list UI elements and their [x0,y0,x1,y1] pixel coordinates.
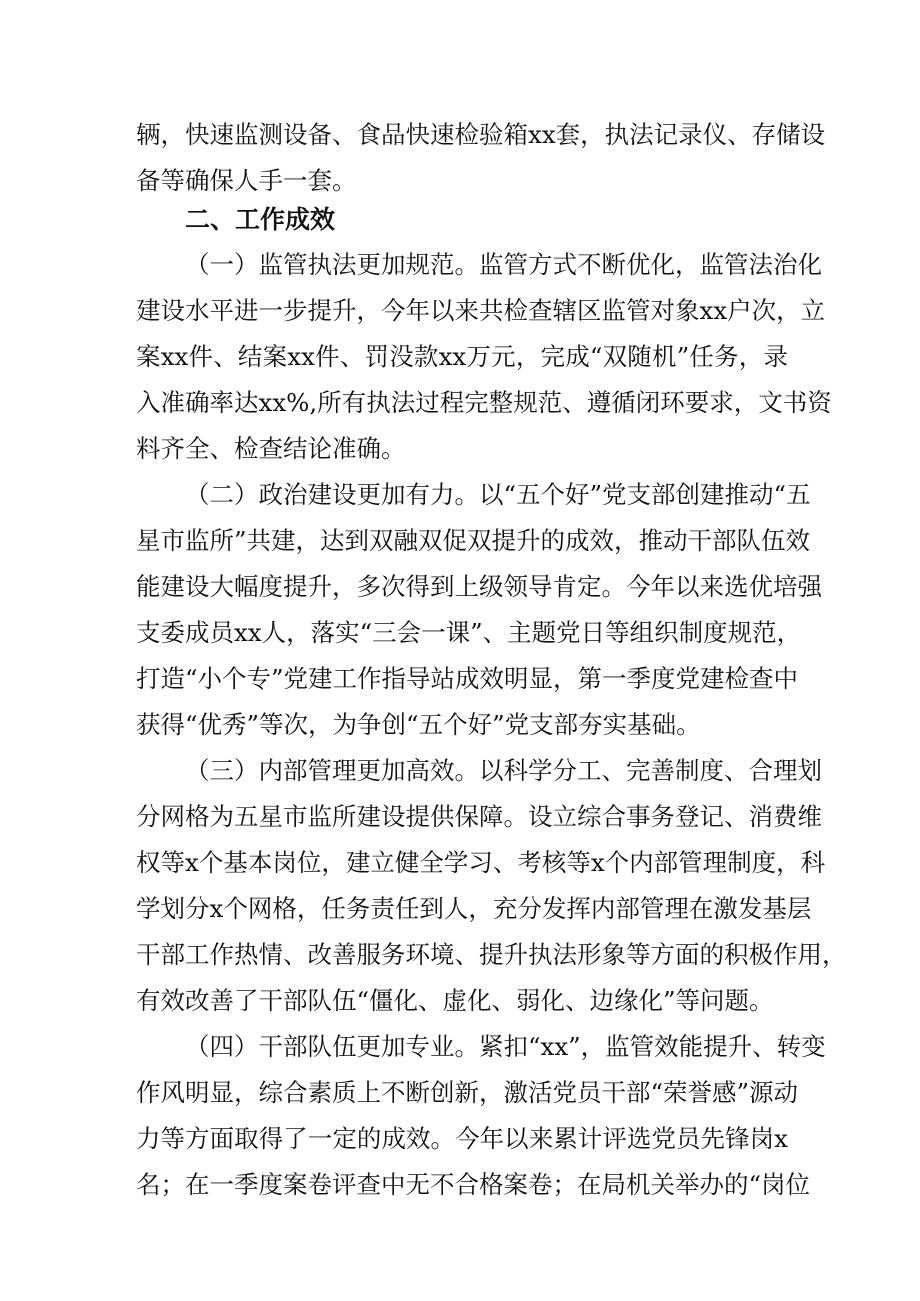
paragraph-2-line-2: 星市监所”共建，达到双融双促双提升的成效，推动干部队伍效 [136,526,811,555]
paragraph-4-line-4: 名；在一季度案卷评查中无不合格案卷；在局机关举办的“岗位 [136,1170,811,1199]
paragraph-1-line-5: 料齐全、检查结论准确。 [136,434,406,463]
paragraph-2-line-4: 支委成员xx人，落实“三会一课”、主题党日等组织制度规范， [136,618,802,647]
paragraph-2-line-5: 打造“小个专”党建工作指导站成效明显，第一季度党建检查中 [136,664,799,693]
paragraph-4-line-1: （四）干部队伍更加专业。紧扣“xx”，监管效能提升、转变 [185,1032,826,1061]
paragraph-3-line-4: 学划分x个网格，任务责任到人，充分发挥内部管理在激发基层 [136,894,812,923]
paragraph-3-line-2: 分网格为五星市监所建设提供保障。设立综合事务登记、消费维 [136,802,822,831]
paragraph-4-line-3: 力等方面取得了一定的成效。今年以来累计评选党员先锋岗x [136,1124,788,1153]
paragraph-1-line-2: 建设水平进一步提升，今年以来共检查辖区监管对象xx户次，立 [136,296,826,325]
paragraph-3-line-3: 权等x个基本岗位，建立健全学习、考核等x个内部管理制度，科 [136,848,826,877]
paragraph-1-line-1: （一）监管执法更加规范。监管方式不断优化，监管法治化 [185,250,822,279]
paragraph-1-line-3: 案xx件、结案xx件、罚没款xx万元，完成“双随机”任务，录 [136,342,788,371]
paragraph-3-line-5: 干部工作热情、改善服务环境、提升执法形象等方面的积极作用， [136,940,847,969]
intro-line-1: 辆，快速监测设备、食品快速检验箱xx套，执法记录仪、存储设 [136,120,826,149]
paragraph-2-line-3: 能建设大幅度提升，多次得到上级领导肯定。今年以来选优培强 [136,572,822,601]
section-heading: 二、工作成效 [185,205,336,234]
intro-line-2: 备等确保人手一套。 [136,166,357,195]
paragraph-3-line-6: 有效改善了干部队伍“僵化、虚化、弱化、边缘化”等问题。 [136,986,774,1015]
paragraph-4-line-2: 作风明显，综合素质上不断创新，激活党员干部“荣誉感”源动 [136,1078,799,1107]
paragraph-3-line-1: （三）内部管理更加高效。以科学分工、完善制度、合理划 [185,756,822,785]
paragraph-2-line-6: 获得“优秀”等次，为争创“五个好”党支部夯实基础。 [136,710,701,739]
paragraph-1-line-4: 入准确率达xx%,所有执法过程完整规范、遵循闭环要求，文书资 [136,388,832,417]
paragraph-2-line-1: （二）政治建设更加有力。以“五个好”党支部创建推动“五 [185,480,811,509]
